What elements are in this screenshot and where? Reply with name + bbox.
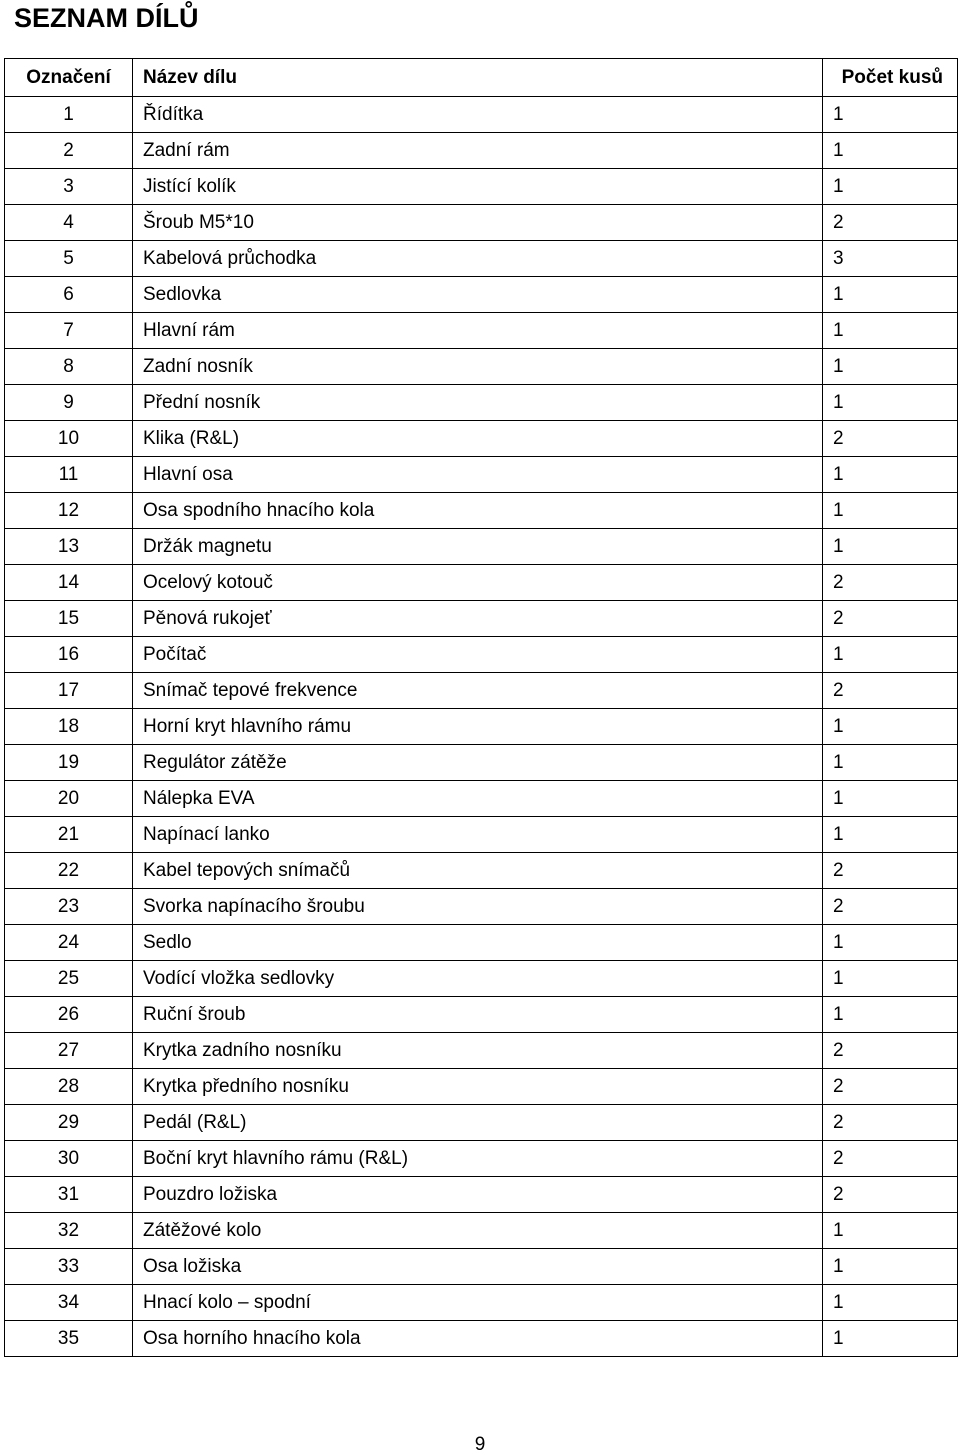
table-row: [5, 169, 958, 205]
part-name-cell: Řídítka: [133, 97, 823, 133]
table-row: [5, 1249, 958, 1285]
part-name-cell: Zátěžové kolo: [133, 1213, 823, 1249]
part-name-cell: Ocelový kotouč: [133, 565, 823, 601]
part-quantity-cell: 1: [823, 493, 958, 529]
part-quantity-cell: 2: [823, 853, 958, 889]
part-quantity-cell: 1: [823, 745, 958, 781]
table-row: [5, 1105, 958, 1141]
part-name-cell: Regulátor zátěže: [133, 745, 823, 781]
part-name-cell: Osa horního hnacího kola: [133, 1321, 823, 1357]
part-number-cell: 10: [5, 421, 133, 457]
table-row: [5, 601, 958, 637]
part-quantity-cell: 1: [823, 457, 958, 493]
table-row: [5, 1213, 958, 1249]
table-row: [5, 853, 958, 889]
part-quantity-cell: 1: [823, 133, 958, 169]
table-row: [5, 781, 958, 817]
part-quantity-cell: 2: [823, 601, 958, 637]
part-quantity-cell: 1: [823, 817, 958, 853]
part-number-cell: 34: [5, 1285, 133, 1321]
table-body: [5, 97, 958, 1357]
table-row: [5, 205, 958, 241]
table-row: [5, 349, 958, 385]
table-row: [5, 241, 958, 277]
part-quantity-cell: 1: [823, 277, 958, 313]
table-row: [5, 421, 958, 457]
part-quantity-cell: 1: [823, 961, 958, 997]
part-number-cell: 13: [5, 529, 133, 565]
table-header: [5, 59, 958, 97]
part-number-cell: 1: [5, 97, 133, 133]
part-quantity-cell: 2: [823, 673, 958, 709]
parts-table: [4, 58, 958, 1357]
part-number-cell: 18: [5, 709, 133, 745]
part-number-cell: 5: [5, 241, 133, 277]
table-row: [5, 1321, 958, 1357]
part-quantity-cell: 2: [823, 205, 958, 241]
part-name-cell: Držák magnetu: [133, 529, 823, 565]
part-quantity-cell: 2: [823, 1177, 958, 1213]
part-number-cell: 21: [5, 817, 133, 853]
part-number-cell: 29: [5, 1105, 133, 1141]
part-quantity-cell: 1: [823, 385, 958, 421]
table-row: [5, 277, 958, 313]
part-name-cell: Přední nosník: [133, 385, 823, 421]
part-name-cell: Napínací lanko: [133, 817, 823, 853]
part-name-cell: Ruční šroub: [133, 997, 823, 1033]
table-row: [5, 817, 958, 853]
part-number-cell: 15: [5, 601, 133, 637]
table-row: [5, 1177, 958, 1213]
part-quantity-cell: 1: [823, 1285, 958, 1321]
part-number-cell: 14: [5, 565, 133, 601]
part-name-cell: Sedlo: [133, 925, 823, 961]
table-row: [5, 133, 958, 169]
part-number-cell: 16: [5, 637, 133, 673]
part-name-cell: Horní kryt hlavního rámu: [133, 709, 823, 745]
table-row: [5, 1141, 958, 1177]
table-row: [5, 961, 958, 997]
part-name-cell: Osa spodního hnacího kola: [133, 493, 823, 529]
part-number-cell: 12: [5, 493, 133, 529]
column-header-name: Název dílu: [133, 59, 823, 97]
part-name-cell: Kabelová průchodka: [133, 241, 823, 277]
part-name-cell: Krytka zadního nosníku: [133, 1033, 823, 1069]
table-row: [5, 529, 958, 565]
part-number-cell: 27: [5, 1033, 133, 1069]
part-quantity-cell: 1: [823, 1213, 958, 1249]
part-number-cell: 7: [5, 313, 133, 349]
part-quantity-cell: 2: [823, 1033, 958, 1069]
table-row: [5, 1069, 958, 1105]
part-number-cell: 25: [5, 961, 133, 997]
part-number-cell: 22: [5, 853, 133, 889]
column-header-number: Označení: [5, 59, 133, 97]
part-name-cell: Kabel tepových snímačů: [133, 853, 823, 889]
table-row: [5, 997, 958, 1033]
part-name-cell: Sedlovka: [133, 277, 823, 313]
part-name-cell: Počítač: [133, 637, 823, 673]
part-quantity-cell: 1: [823, 997, 958, 1033]
part-number-cell: 32: [5, 1213, 133, 1249]
table-row: [5, 637, 958, 673]
part-number-cell: 9: [5, 385, 133, 421]
part-quantity-cell: 1: [823, 313, 958, 349]
part-name-cell: Pedál (R&L): [133, 1105, 823, 1141]
part-name-cell: Pěnová rukojeť: [133, 601, 823, 637]
part-number-cell: 19: [5, 745, 133, 781]
part-name-cell: Zadní rám: [133, 133, 823, 169]
part-number-cell: 23: [5, 889, 133, 925]
part-quantity-cell: 1: [823, 1249, 958, 1285]
part-name-cell: Klika (R&L): [133, 421, 823, 457]
part-quantity-cell: 1: [823, 529, 958, 565]
table-row: [5, 889, 958, 925]
part-number-cell: 30: [5, 1141, 133, 1177]
part-quantity-cell: 2: [823, 889, 958, 925]
part-name-cell: Snímač tepové frekvence: [133, 673, 823, 709]
part-name-cell: Šroub M5*10: [133, 205, 823, 241]
table-row: [5, 493, 958, 529]
table-row: [5, 709, 958, 745]
part-number-cell: 33: [5, 1249, 133, 1285]
part-number-cell: 31: [5, 1177, 133, 1213]
table-header-row: [5, 59, 958, 97]
part-name-cell: Jistící kolík: [133, 169, 823, 205]
part-name-cell: Zadní nosník: [133, 349, 823, 385]
table-row: [5, 1033, 958, 1069]
part-name-cell: Hlavní osa: [133, 457, 823, 493]
table-row: [5, 565, 958, 601]
part-name-cell: Hlavní rám: [133, 313, 823, 349]
part-quantity-cell: 1: [823, 637, 958, 673]
part-quantity-cell: 2: [823, 565, 958, 601]
part-name-cell: Hnací kolo – spodní: [133, 1285, 823, 1321]
part-quantity-cell: 2: [823, 1141, 958, 1177]
part-number-cell: 8: [5, 349, 133, 385]
part-quantity-cell: 1: [823, 97, 958, 133]
part-quantity-cell: 1: [823, 169, 958, 205]
table-row: [5, 457, 958, 493]
part-number-cell: 3: [5, 169, 133, 205]
part-number-cell: 11: [5, 457, 133, 493]
page-title: SEZNAM DÍLŮ: [14, 3, 199, 33]
part-number-cell: 17: [5, 673, 133, 709]
part-number-cell: 6: [5, 277, 133, 313]
part-name-cell: Osa ložiska: [133, 1249, 823, 1285]
part-name-cell: Vodící vložka sedlovky: [133, 961, 823, 997]
part-quantity-cell: 1: [823, 781, 958, 817]
table-row: [5, 673, 958, 709]
part-number-cell: 35: [5, 1321, 133, 1357]
table-row: [5, 385, 958, 421]
part-number-cell: 26: [5, 997, 133, 1033]
part-quantity-cell: 3: [823, 241, 958, 277]
part-number-cell: 4: [5, 205, 133, 241]
table-row: [5, 925, 958, 961]
table-row: [5, 1285, 958, 1321]
part-quantity-cell: 1: [823, 349, 958, 385]
part-quantity-cell: 2: [823, 1105, 958, 1141]
part-quantity-cell: 2: [823, 1069, 958, 1105]
part-name-cell: Boční kryt hlavního rámu (R&L): [133, 1141, 823, 1177]
part-quantity-cell: 1: [823, 925, 958, 961]
part-number-cell: 24: [5, 925, 133, 961]
table-row: [5, 97, 958, 133]
part-quantity-cell: 2: [823, 421, 958, 457]
part-number-cell: 2: [5, 133, 133, 169]
table-row: [5, 745, 958, 781]
part-quantity-cell: 1: [823, 709, 958, 745]
part-number-cell: 20: [5, 781, 133, 817]
table-row: [5, 313, 958, 349]
part-number-cell: 28: [5, 1069, 133, 1105]
part-name-cell: Svorka napínacího šroubu: [133, 889, 823, 925]
part-quantity-cell: 1: [823, 1321, 958, 1357]
column-header-quantity: Počet kusů: [823, 59, 958, 97]
part-name-cell: Nálepka EVA: [133, 781, 823, 817]
part-name-cell: Krytka předního nosníku: [133, 1069, 823, 1105]
page-number: 9: [474, 1434, 486, 1455]
part-name-cell: Pouzdro ložiska: [133, 1177, 823, 1213]
